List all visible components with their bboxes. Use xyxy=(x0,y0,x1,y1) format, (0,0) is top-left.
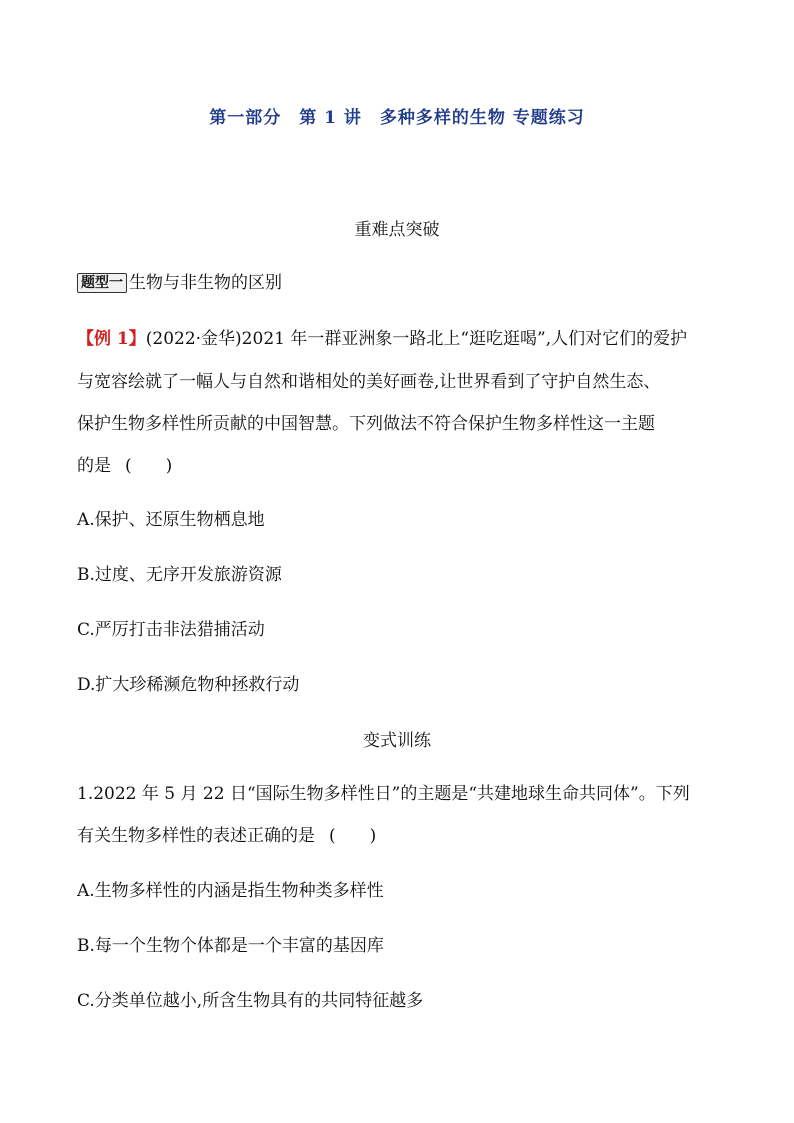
question-1-text-line-2: 有关生物多样性的表述正确的是 xyxy=(77,826,315,846)
question-type-title: 生物与非生物的区别 xyxy=(129,273,282,293)
example-line-4 xyxy=(77,451,172,476)
q1-option-a: A.生物多样性的内涵是指生物种类多样性 xyxy=(77,881,384,901)
example-text-line-3: 保护生物多样性所贡献的中国智慧。下列做法不符合保护生物多样性这一主题 xyxy=(77,414,655,434)
question-1-line-1: 1.2022 年 5 月 22 日“国际生物多样性日”的主题是“共建地球生命共同体”。下列 xyxy=(77,784,690,804)
section-heading-key-points: 重难点突破 xyxy=(354,220,440,240)
question-type-badge: 题型一 xyxy=(77,273,127,293)
q1-option-c: C.分类单位越小,所含生物具有的共同特征越多 xyxy=(77,991,424,1011)
section-heading-practice: 变式训练 xyxy=(363,731,431,751)
page-title: 第一部分 第 1 讲 多种多样的生物 专题练习 xyxy=(209,108,585,128)
example-text-line-1: (2022·金华)2021 年一群亚洲象一路北上“逛吃逛喝”,人们对它们的爱护 xyxy=(145,329,688,349)
option-d: D.扩大珍稀濒危物种拯救行动 xyxy=(77,675,300,695)
question-1-line-2 xyxy=(77,821,376,846)
answer-blank: ( ) xyxy=(125,456,173,476)
example-tag: 【例 1】 xyxy=(77,329,146,349)
example-text-line-2: 与宽容绘就了一幅人与自然和谐相处的美好画卷,让世界看到了守护自然生态、 xyxy=(77,372,661,392)
example-line-1 xyxy=(77,324,687,349)
question-type-heading xyxy=(77,268,282,293)
option-c: C.严厉打击非法猎捕活动 xyxy=(77,620,265,640)
q1-option-b: B.每一个生物个体都是一个丰富的基因库 xyxy=(77,936,384,956)
answer-blank: ( ) xyxy=(329,826,377,846)
option-a: A.保护、还原生物栖息地 xyxy=(77,510,265,530)
example-text-line-4: 的是 xyxy=(77,456,111,476)
option-b: B.过度、无序开发旅游资源 xyxy=(77,565,282,585)
